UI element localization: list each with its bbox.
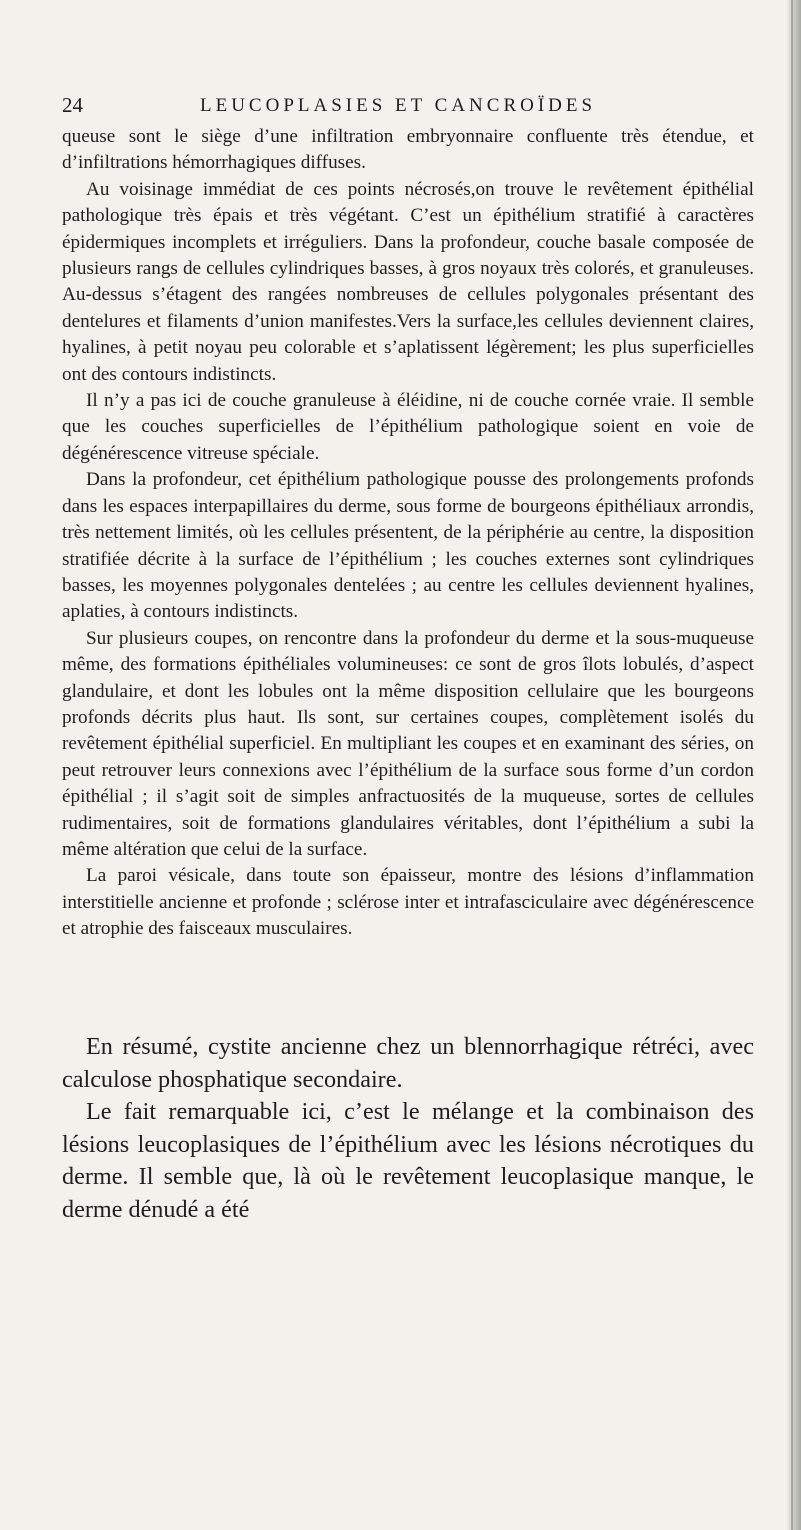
- paragraph-deep-prolongations: Dans la profondeur, cet épithélium pathologique pousse des prolongements profonds dans les espaces interpapillaires du derme, sous forme de bourgeons épithéliaux arrondis, très nettement limités, où les cellules présentent, de la périphérie au centre, la disposition stratifiée décrite à la surface de l’épithélium ; les couches externes sont cylindriques basses, les moyennes polygonales dentelées ; au centre les cellules deviennent hyalines, aplaties, à contours indistincts.: [62, 469, 754, 623]
- summary-section: [62, 1031, 754, 1227]
- body-text: [62, 124, 754, 943]
- paragraph-epithelium: Au voisinage immédiat de ces points nécrosés,on trouve le revêtement épithélial pathologique très épais et très végétant. C’est un épithélium stratifié à caractères épidermiques incomplets et irréguliers. Dans la profondeur, couche basale composée de plusieurs rangs de cellules cylindriques basses, à gros noyaux très colorés, et granuleuses. Au-dessus s’étagent des rangées nombreuses de cellules polygonales présentant des dentelures et filaments d’union manifestes.Vers la surface,les cellules deviennent claires, hyalines, à petit noyau peu colorable et s’aplatissent légèrement; les plus superficielles ont des contours indistincts.: [62, 178, 754, 385]
- page-edge-line: [791, 0, 793, 1530]
- summary-paragraph: En résumé, cystite ancienne chez un blennorrhagique rétréci, avec calculose phosphatique secondaire.: [62, 1033, 754, 1093]
- paragraph-epithelial-formations: Sur plusieurs coupes, on rencontre dans la profondeur du derme et la sous-muqueuse même, des formations épithéliales volumineuses: ce sont de gros îlots lobulés, d’aspect glandulaire, et dont les lobules ont la même disposition cellulaire que les bourgeons profonds décrits plus haut. Ils sont, sur certaines coupes, complètement isolés du revêtement épithélial superficiel. En multipliant les coupes et en examinant des séries, on peut retrouver leurs connexions avec l’épithélium de la surface sous forme d’un cordon épithélial ; il s’agit soit de simples anfractuosités de la muqueuse, sortes de cellules rudimentaires, soit de formations glandulaires véritables, dont l’épithélium a subi la même altération que celui de la surface.: [62, 627, 754, 860]
- running-head: LEUCOPLASIES ET CANCROÏDES: [200, 95, 597, 116]
- paragraph-bladder-wall: La paroi vésicale, dans toute son épaisseur, montre des lésions d’inflammation interstitielle ancienne et profonde ; sclérose inter et intrafasciculaire avec dégénérescence et atrophie des faisceaux musculaires.: [62, 865, 754, 940]
- page-edge-shadow: [787, 0, 801, 1530]
- paragraph-granular-layer: Il n’y a pas ici de couche granuleuse à éléidine, ni de couche cornée vraie. Il semble que les couches superficielles de l’épithélium pathologique soient en voie de dégénérescence vitreuse spéciale.: [62, 390, 754, 464]
- paragraph-continuation: queuse sont le siège d’une infiltration embryonnaire confluente très étendue, et d’infiltrations hémorrhagiques diffuses.: [62, 126, 754, 174]
- page-number: 24: [62, 93, 83, 117]
- summary-paragraph: Le fait remarquable ici, c’est le mélange et la combinaison des lésions leucoplasiques de l’épithélium avec les lésions nécrotiques du derme. Il semble que, là où le revêtement leucoplasique manque, le derme dénudé a été: [62, 1098, 754, 1223]
